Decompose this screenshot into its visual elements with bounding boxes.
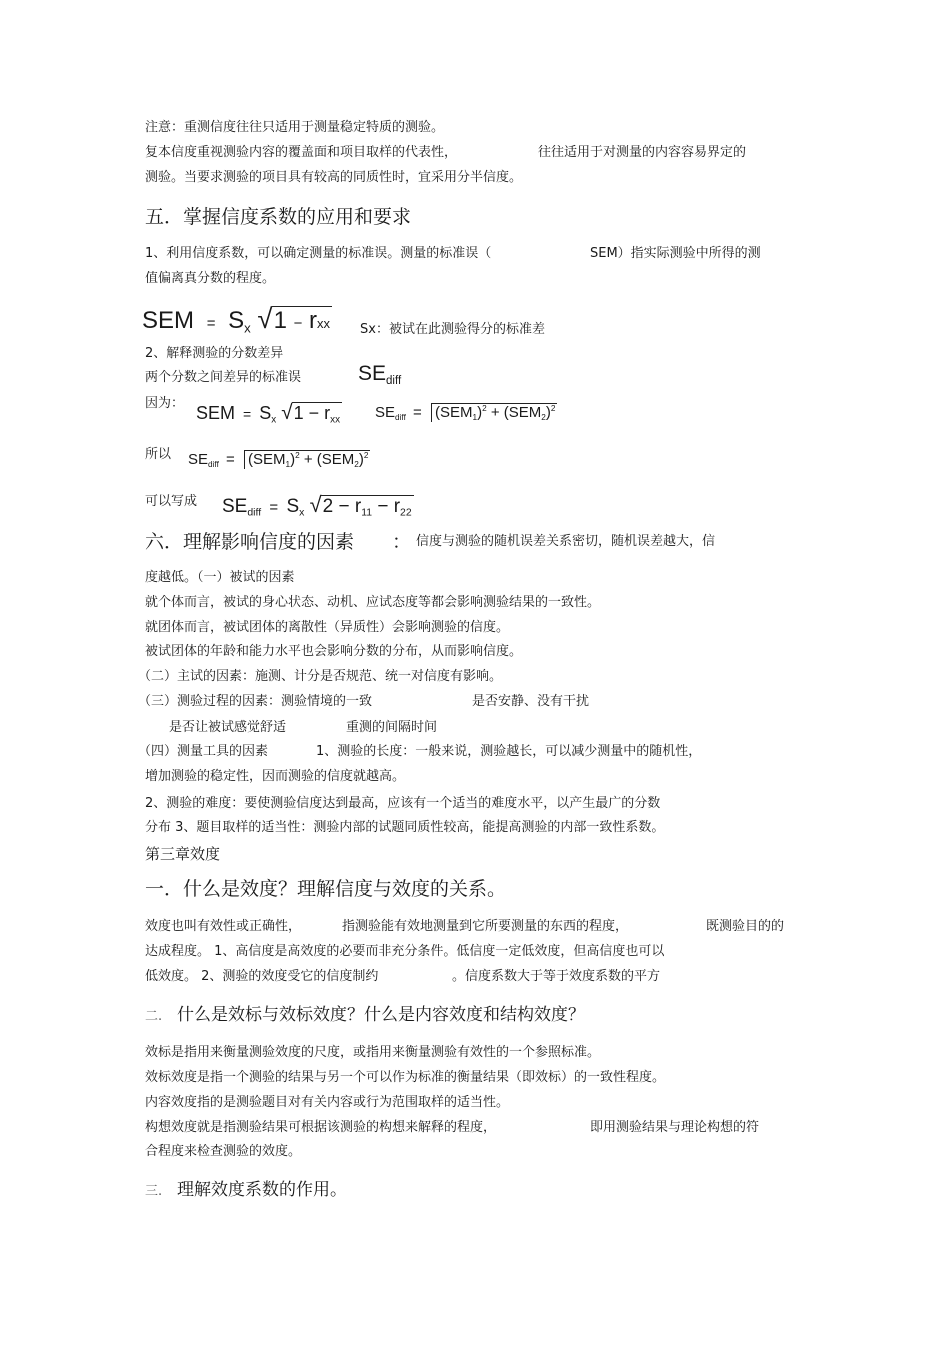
text-line: 重测的间隔时间 <box>346 720 438 735</box>
formula-sub-2: 2 <box>354 459 359 469</box>
text-line: 效标是指用来衡量测验效度的尺度，或指用来衡量测验有效性的一个参照标准。 <box>145 1045 601 1060</box>
formula-one: 1 <box>293 403 304 423</box>
text-line: 构想效度就是指测验结果可根据该测验的构想来解释的程度， <box>145 1120 497 1135</box>
text-line: 增加测验的稳定性，因而测验的信度就越高。 <box>145 769 406 784</box>
text-line: 效标效度是指一个测验的结果与另一个可以作为标准的衡量结果（即效标）的一致性程度。 <box>145 1070 666 1085</box>
formula-sem-2 <box>196 401 342 425</box>
formula-sediff-4 <box>222 492 414 519</box>
formula-plus: + <box>303 451 313 468</box>
formula-sem-label: SEM <box>142 307 195 334</box>
formula-sem <box>142 303 332 336</box>
text-line: 1、测验的长度：一般来说，测验越长，可以减少测量中的随机性， <box>316 744 702 759</box>
formula-sub-diff: diff <box>247 507 262 519</box>
because-label: 因为： <box>145 396 185 411</box>
formula-one: 1 <box>273 307 287 334</box>
formula-minus: − <box>338 496 350 517</box>
text-line: （二）主试的因素：施测、计分是否规范、统一对信度有影响。 <box>138 669 503 684</box>
text-line: 内容效度指的是测验题目对有关内容或行为范围取样的适当性。 <box>145 1095 510 1110</box>
formula-sub-2: 2 <box>541 412 546 422</box>
formula-eq: = <box>226 451 235 468</box>
text-line: 往往适用于对测量的内容容易界定的 <box>538 145 747 160</box>
text-line: 指测验能有效地测量到它所要测量的东西的程度， <box>342 919 629 934</box>
formula-sub-22: 22 <box>400 507 412 519</box>
formula-se: SE <box>358 362 387 385</box>
text-line: 既测验目的的 <box>706 919 785 934</box>
section-heading-5: 五．掌握信度系数的应用和要求 <box>145 206 412 228</box>
formula-eq: = <box>413 404 422 421</box>
formula-sub-xx: xx <box>317 316 331 331</box>
chapter-title: 第三章效度 <box>145 845 221 863</box>
text-line: 。信度系数大于等于效度系数的平方 <box>452 969 661 984</box>
text-line: 就个体而言，被试的身心状态、动机、应试态度等都会影响测验结果的一致性。 <box>145 595 601 610</box>
text-line: 是否安静、没有干扰 <box>472 694 590 709</box>
formula-sem1: (SEM <box>434 404 473 421</box>
text-line: 1、利用信度系数，可以确定测量的标准误。测量的标准误（ <box>145 246 492 261</box>
text-line: 复本信度重视测验内容的覆盖面和项目取样的代表性， <box>145 145 458 160</box>
formula-minus: − <box>293 315 303 332</box>
formula-sediff <box>358 362 401 387</box>
formula-eq: = <box>243 406 252 422</box>
so-label: 所以 <box>145 447 172 462</box>
formula-sq: 2 <box>482 404 487 414</box>
formula-sem1: (SEM <box>247 451 286 468</box>
formula-sem2: (SEM <box>503 404 542 421</box>
question-number-2: 二. <box>145 1009 163 1024</box>
formula-sem2: (SEM <box>316 451 355 468</box>
formula-sq: 2 <box>363 451 369 461</box>
formula-se: SE <box>222 496 248 517</box>
formula-sem-label: SEM <box>196 403 236 423</box>
formula-close: ) <box>290 451 296 468</box>
text-line: 两个分数之间差异的标准误 <box>145 370 302 385</box>
can-write-label: 可以写成 <box>145 494 198 509</box>
question-number-3: 三. <box>145 1184 163 1199</box>
text-line: 信度与测验的随机误差关系密切，随机误差越大，信 <box>416 534 716 549</box>
formula-s: S <box>286 496 300 517</box>
formula-sub-1: 1 <box>472 412 478 422</box>
formula-sub-diff: diff <box>395 412 406 422</box>
formula-r: r <box>324 403 331 423</box>
sqrt-icon: √ <box>309 492 322 517</box>
formula-r: r <box>309 307 318 334</box>
sqrt-icon: √ <box>257 303 273 334</box>
formula-close: ) <box>358 451 364 468</box>
formula-sub-diff: diff <box>208 459 219 469</box>
text-line: 低效度。 2、测验的效度受它的信度制约 <box>145 969 379 984</box>
formula-sub-x: x <box>299 507 305 519</box>
text-line: 合程度来检查测验的效度。 <box>145 1144 302 1159</box>
text-line: 达成程度。 1、高信度是高效度的必要而非充分条件。低信度一定低效度，但高信度也可以 <box>145 944 665 959</box>
text-line: 2、测验的难度：要使测验信度达到最高，应该有一个适当的难度水平，以产生最广的分数 <box>145 796 661 811</box>
formula-eq: = <box>206 315 216 332</box>
question-heading-1: 一．什么是效度？理解信度与效度的关系。 <box>145 878 507 900</box>
sqrt-icon: √ <box>281 401 293 424</box>
formula-sub-x: x <box>271 414 277 426</box>
formula-sediff-2 <box>375 403 557 422</box>
text-line: （四）测量工具的因素 <box>138 744 269 759</box>
sx-note: Sx：被试在此测验得分的标准差 <box>360 322 545 337</box>
formula-r: r <box>393 496 401 517</box>
formula-eq: = <box>269 499 279 516</box>
formula-minus: − <box>308 403 320 423</box>
text-line: 被试团体的年龄和能力水平也会影响分数的分布，从而影响信度。 <box>145 644 523 659</box>
heading-colon: ： <box>392 531 412 553</box>
formula-r: r <box>354 496 362 517</box>
text-line: 注意：重测信度往往只适用于测量稳定特质的测验。 <box>145 120 445 135</box>
formula-sq: 2 <box>550 404 556 414</box>
question-heading-3: 理解效度系数的作用。 <box>177 1180 347 1200</box>
section-heading-6: 六．理解影响信度的因素 <box>145 531 355 553</box>
text-line: 是否让被试感觉舒适 <box>169 720 287 735</box>
formula-sq: 2 <box>295 451 300 461</box>
text-line: （三）测验过程的因素：测验情境的一致 <box>138 694 373 709</box>
text-line: 效度也叫有效性或正确性， <box>145 919 302 934</box>
text-line: 即用测验结果与理论构想的符 <box>590 1120 760 1135</box>
formula-close: ) <box>545 404 551 421</box>
text-line: SEM）指实际测验中所得的测 <box>590 246 761 261</box>
formula-minus: − <box>377 496 389 517</box>
text-line: 值偏离真分数的程度。 <box>145 271 276 286</box>
text-line: 度越低。（一）被试的因素 <box>145 570 295 585</box>
formula-sub-diff: diff <box>386 375 402 388</box>
formula-se: SE <box>375 404 396 421</box>
question-heading-2: 什么是效标与效标效度？什么是内容效度和结构效度？ <box>177 1005 585 1025</box>
formula-se: SE <box>188 451 209 468</box>
formula-s: S <box>228 307 245 334</box>
formula-sediff-3 <box>188 450 370 469</box>
formula-sub-11: 11 <box>361 507 373 519</box>
formula-sub-x: x <box>244 320 251 336</box>
text-line: 分布 3、题目取样的适当性：测验内部的试题同质性较高，能提高测验的内部一致性系数。 <box>145 820 665 835</box>
text-line: 测验。当要求测验的项目具有较高的同质性时，宜采用分半信度。 <box>145 170 523 185</box>
text-line: 2、解释测验的分数差异 <box>145 346 284 361</box>
formula-plus: + <box>490 404 500 421</box>
formula-s: S <box>259 403 272 423</box>
formula-two: 2 <box>322 496 334 517</box>
formula-close: ) <box>477 404 483 421</box>
formula-sub-1: 1 <box>285 459 291 469</box>
formula-sub-xx: xx <box>330 414 340 426</box>
text-line: 就团体而言，被试团体的离散性（异质性）会影响测验的信度。 <box>145 620 510 635</box>
